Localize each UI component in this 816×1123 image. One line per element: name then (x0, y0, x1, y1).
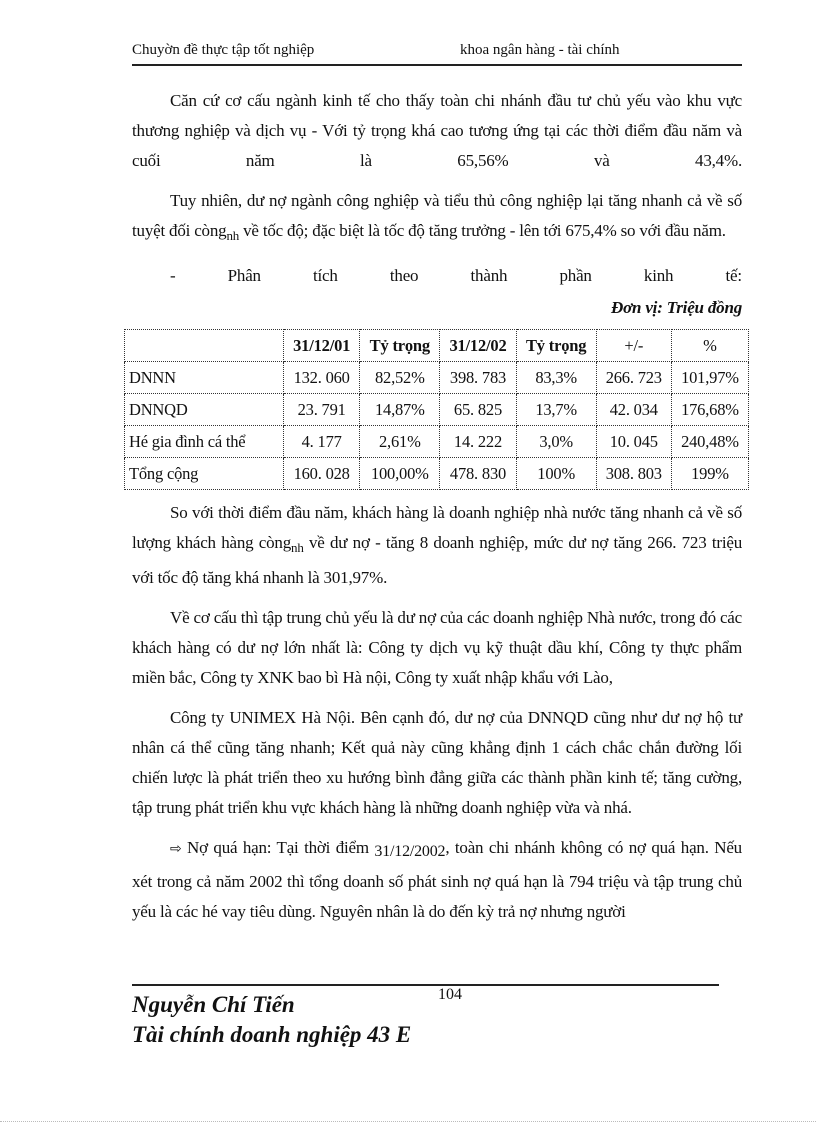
table-cell: 100,00% (360, 458, 440, 490)
page-header (132, 40, 742, 66)
table-cell: 42. 034 (596, 394, 671, 426)
paragraph-1: Căn cứ cơ cấu ngành kinh tế cho thấy toàn chi nhánh đầu tư chủ yếu vào khu vực thương nghiệp và dịch vụ - Với tỷ trọng khá cao tương ứng tại các thời điểm đầu năm và cuối năm là 65,56% và 43,4%. (132, 91, 742, 170)
table-cell: 160. 028 (284, 458, 360, 490)
table-cell: 240,48% (671, 426, 748, 458)
arrow-right-icon: ⇨ (170, 841, 182, 857)
header-title: Chuyờn đề thực tập tốt nghiệp (132, 42, 315, 58)
table-row (125, 394, 749, 426)
footer-divider (132, 984, 719, 986)
table-cell: 132. 060 (284, 362, 360, 394)
table-header-cell: 31/12/01 (284, 330, 360, 362)
table-cell: 83,3% (516, 362, 596, 394)
loan-structure-table (124, 329, 749, 490)
author-class: Tài chính doanh nghiệp 43 E (132, 1022, 412, 1047)
table-cell: 266. 723 (596, 362, 671, 394)
table-row (125, 458, 749, 490)
paragraph-3: So với thời điểm đầu năm, khách hàng là doanh nghiệp nhà nước tăng nhanh cả về số lượng khách hàng còng$_{nh}$ về dư nợ - tăng 8 doanh nghiệp, mức dư nợ tăng 266. 723 triệu với tốc độ tăng khá nhanh là 301,97%. (132, 503, 742, 587)
table-header-row (125, 330, 749, 362)
paragraph-4: Về cơ cấu thì tập trung chủ yếu là dư nợ của các doanh nghiệp Nhà nước, trong đó các khách hàng có dư nợ lớn nhất là: Công ty dịch vụ kỹ thuật dầu khí, Công ty thực phẩm miền bắc, Công ty XNK bao bì Hà nội, Công ty xuất nhập khẩu với Lào, (132, 608, 742, 687)
table-header-cell: Tỷ trọng (516, 330, 596, 362)
paragraph-6: ⇨ Nợ quá hạn: Tại thời điểm 31/12/2002, toàn chi nhánh không có nợ quá hạn. Nếu xét trong cả năm 2002 thì tổng doanh số phát sinh nợ quá hạn là 794 triệu và tập trung chủ yếu là các hé vay tiêu dùng. Nguyên nhân là do đến kỳ trả nợ nhưng người (132, 838, 742, 921)
table-cell: 82,52% (360, 362, 440, 394)
document-body (129, 86, 742, 937)
table-header-cell: % (671, 330, 748, 362)
table-cell: 65. 825 (440, 394, 516, 426)
table-cell: 13,7% (516, 394, 596, 426)
table-cell: 4. 177 (284, 426, 360, 458)
table-header-cell (125, 330, 284, 362)
paragraph-5: Công ty UNIMEX Hà Nội. Bên cạnh đó, dư nợ của DNNQD cũng như dư nợ hộ tư nhân cá thể cũng tăng nhanh; Kết quả này cũng khẳng định 1 cách chắc chắn đường lối chiến lược là phát triển theo xu hướng bình đẳng giữa các thành phần kinh tế; tăng cường, tập trung phát triển khu vực khách hàng là những doanh nghiệp vừa và nhá. (132, 708, 742, 817)
table-cell: 478. 830 (440, 458, 516, 490)
table-header-cell: Tỷ trọng (360, 330, 440, 362)
table-header-cell: 31/12/02 (440, 330, 516, 362)
table-cell: 308. 803 (596, 458, 671, 490)
table-cell: 23. 791 (284, 394, 360, 426)
table-header-cell: +/- (596, 330, 671, 362)
table-cell: DNNN (125, 362, 284, 394)
table-cell: 3,0% (516, 426, 596, 458)
table-row (125, 426, 749, 458)
page-number: 104 (438, 986, 462, 1003)
header-department: khoa ngân hàng - tài chính (460, 42, 620, 58)
table-cell: 199% (671, 458, 748, 490)
table-row (125, 362, 749, 394)
page-edge (0, 1121, 816, 1122)
unit-label: Đơn vị: Triệu đồng (611, 298, 742, 317)
table-cell: 398. 783 (440, 362, 516, 394)
table-cell: 2,61% (360, 426, 440, 458)
table-cell: 100% (516, 458, 596, 490)
table-cell: 101,97% (671, 362, 748, 394)
table-cell: 14,87% (360, 394, 440, 426)
table-cell: Tổng cộng (125, 458, 284, 490)
paragraph-2: Tuy nhiên, dư nợ ngành công nghiệp và tiểu thủ công nghiệp lại tăng nhanh cả về số tuyệt đối còng$_{nh}$ về tốc độ; đặc biệt là tốc độ tăng trưởng - lên tới 675,4% so với đầu năm. (132, 191, 742, 243)
date-text: 31/12/2002 (374, 843, 446, 860)
table-cell: Hé gia đình cá thể (125, 426, 284, 458)
section-heading: - Phân tích theo thành phần kinh tế: (170, 266, 742, 285)
table-cell: 176,68% (671, 394, 748, 426)
subscript-nh: nh (226, 228, 240, 243)
table-cell: 10. 045 (596, 426, 671, 458)
subscript-nh: nh (291, 540, 304, 555)
table-cell: 14. 222 (440, 426, 516, 458)
table-cell: DNNQD (125, 394, 284, 426)
footer-author-block (132, 990, 411, 1050)
author-name: Nguyễn Chí Tiến (132, 992, 295, 1017)
